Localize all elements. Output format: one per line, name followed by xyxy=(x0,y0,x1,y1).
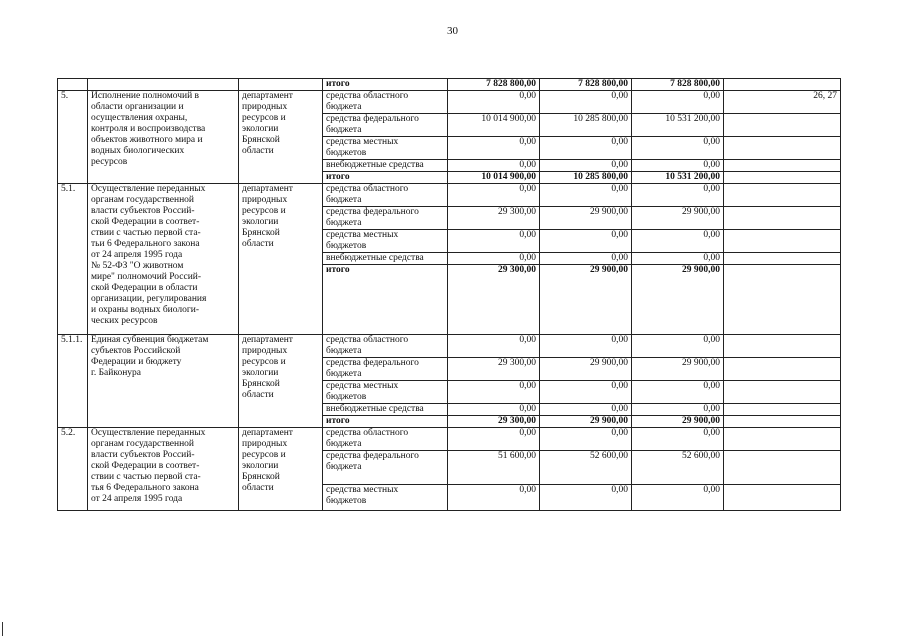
measure-name-cell xyxy=(88,79,239,91)
indicator-ref-cell xyxy=(724,184,841,207)
amount-year3-cell: 0,00 xyxy=(632,160,724,172)
funding-source-cell: средства местных бюджетов xyxy=(323,381,448,404)
indicator-ref-cell xyxy=(724,172,841,184)
indicator-ref-cell xyxy=(724,358,841,381)
department-cell: департамент природных ресурсов и экологии Брянской области xyxy=(239,184,323,335)
amount-year3-cell: 7 828 800,00 xyxy=(632,79,724,91)
department-cell: департамент природных ресурсов и экологии Брянской области xyxy=(239,335,323,428)
amount-year3-cell: 0,00 xyxy=(632,230,724,253)
amount-year1-cell: 0,00 xyxy=(448,253,540,265)
amount-year1-cell: 0,00 xyxy=(448,184,540,207)
amount-year3-cell: 0,00 xyxy=(632,404,724,416)
funding-source-cell: итого xyxy=(323,172,448,184)
funding-source-cell: средства областного бюджета xyxy=(323,335,448,358)
table-row xyxy=(58,79,841,91)
amount-year3-cell: 0,00 xyxy=(632,428,724,451)
amount-year1-cell: 0,00 xyxy=(448,404,540,416)
indicator-ref-cell: 26, 27 xyxy=(724,91,841,114)
amount-year1-cell: 29 300,00 xyxy=(448,207,540,230)
amount-year3-cell: 10 531 200,00 xyxy=(632,114,724,137)
funding-source-cell: итого xyxy=(323,79,448,91)
amount-year2-cell: 29 900,00 xyxy=(540,416,632,428)
indicator-ref-cell xyxy=(724,416,841,428)
amount-year3-cell: 0,00 xyxy=(632,91,724,114)
table-row xyxy=(58,184,841,207)
measure-name-cell: Исполнение полномочий в области организации и осуществления охраны, контроля и воспроизводства объектов животного мира и водных биологических ресурсов xyxy=(88,91,239,184)
page-number: 30 xyxy=(447,25,458,37)
amount-year2-cell: 0,00 xyxy=(540,335,632,358)
indicator-ref-cell xyxy=(724,160,841,172)
amount-year1-cell: 0,00 xyxy=(448,428,540,451)
amount-year3-cell: 0,00 xyxy=(632,253,724,265)
funding-source-cell: средства федерального бюджета xyxy=(323,207,448,230)
indicator-ref-cell xyxy=(724,114,841,137)
amount-year3-cell: 52 600,00 xyxy=(632,451,724,485)
amount-year2-cell: 29 900,00 xyxy=(540,358,632,381)
amount-year3-cell: 0,00 xyxy=(632,335,724,358)
indicator-ref-cell xyxy=(724,79,841,91)
indicator-ref-cell xyxy=(724,404,841,416)
funding-source-cell: итого xyxy=(323,265,448,335)
amount-year1-cell: 10 014 900,00 xyxy=(448,114,540,137)
amount-year3-cell: 0,00 xyxy=(632,381,724,404)
row-number-cell xyxy=(58,79,88,91)
row-number-cell: 5.2. xyxy=(58,428,88,511)
amount-year1-cell: 10 014 900,00 xyxy=(448,172,540,184)
amount-year1-cell: 0,00 xyxy=(448,137,540,160)
indicator-ref-cell xyxy=(724,230,841,253)
amount-year2-cell: 0,00 xyxy=(540,91,632,114)
amount-year2-cell: 52 600,00 xyxy=(540,451,632,485)
measure-name-cell: Осуществление переданных органам государственной власти субъектов Россий- ской Федерации в соответ- ствии с частью первой ста- тья 6 Федерального закона от 24 апреля 1995 года xyxy=(88,428,239,511)
amount-year1-cell: 0,00 xyxy=(448,381,540,404)
funding-source-cell: средства федерального бюджета xyxy=(323,358,448,381)
amount-year2-cell: 0,00 xyxy=(540,428,632,451)
indicator-ref-cell xyxy=(724,485,841,511)
funding-source-cell: внебюджетные средства xyxy=(323,404,448,416)
amount-year3-cell: 29 900,00 xyxy=(632,265,724,335)
table-row xyxy=(58,91,841,114)
amount-year1-cell: 7 828 800,00 xyxy=(448,79,540,91)
amount-year1-cell: 29 300,00 xyxy=(448,265,540,335)
funding-source-cell: средства федерального бюджета xyxy=(323,451,448,485)
funding-source-cell: итого xyxy=(323,416,448,428)
row-number-cell: 5. xyxy=(58,91,88,184)
amount-year2-cell: 0,00 xyxy=(540,485,632,511)
indicator-ref-cell xyxy=(724,428,841,451)
amount-year1-cell: 29 300,00 xyxy=(448,358,540,381)
amount-year1-cell: 0,00 xyxy=(448,160,540,172)
amount-year2-cell: 0,00 xyxy=(540,381,632,404)
measure-name-cell: Осуществление переданных органам государственной власти субъектов Россий- ской Федерации в соответ- ствии с частью первой ста- тьи 6 Федерального закона от 24 апреля 1995 года № 52-ФЗ "О животном мире" полномочий Россий- ской Федерации в области организации, регулирования и охраны водных биологи- ческих ресурсов xyxy=(88,184,239,335)
indicator-ref-cell xyxy=(724,253,841,265)
funding-source-cell: средства федерального бюджета xyxy=(323,114,448,137)
funding-source-cell: средства местных бюджетов xyxy=(323,485,448,511)
amount-year2-cell: 29 900,00 xyxy=(540,207,632,230)
funding-source-cell: средства областного бюджета xyxy=(323,184,448,207)
measure-name-cell: Единая субвенция бюджетам субъектов Российской Федерации и бюджету г. Байконура xyxy=(88,335,239,428)
indicator-ref-cell xyxy=(724,265,841,335)
amount-year3-cell: 29 900,00 xyxy=(632,207,724,230)
amount-year1-cell: 0,00 xyxy=(448,335,540,358)
amount-year2-cell: 0,00 xyxy=(540,137,632,160)
amount-year2-cell: 29 900,00 xyxy=(540,265,632,335)
amount-year1-cell: 0,00 xyxy=(448,485,540,511)
indicator-ref-cell xyxy=(724,335,841,358)
amount-year2-cell: 0,00 xyxy=(540,160,632,172)
amount-year2-cell: 10 285 800,00 xyxy=(540,172,632,184)
amount-year2-cell: 0,00 xyxy=(540,184,632,207)
amount-year2-cell: 0,00 xyxy=(540,404,632,416)
amount-year1-cell: 29 300,00 xyxy=(448,416,540,428)
indicator-ref-cell xyxy=(724,451,841,485)
amount-year3-cell: 0,00 xyxy=(632,184,724,207)
row-number-cell: 5.1. xyxy=(58,184,88,335)
amount-year3-cell: 0,00 xyxy=(632,485,724,511)
table-row xyxy=(58,428,841,451)
amount-year1-cell: 0,00 xyxy=(448,91,540,114)
table-row xyxy=(58,335,841,358)
department-cell: департамент природных ресурсов и экологии Брянской области xyxy=(239,91,323,184)
amount-year3-cell: 0,00 xyxy=(632,137,724,160)
amount-year2-cell: 7 828 800,00 xyxy=(540,79,632,91)
amount-year2-cell: 10 285 800,00 xyxy=(540,114,632,137)
funding-source-cell: средства местных бюджетов xyxy=(323,230,448,253)
indicator-ref-cell xyxy=(724,137,841,160)
department-cell: департамент природных ресурсов и экологии Брянской области xyxy=(239,428,323,511)
funding-source-cell: средства местных бюджетов xyxy=(323,137,448,160)
amount-year2-cell: 0,00 xyxy=(540,253,632,265)
amount-year1-cell: 0,00 xyxy=(448,230,540,253)
indicator-ref-cell xyxy=(724,207,841,230)
department-cell xyxy=(239,79,323,91)
indicator-ref-cell xyxy=(724,381,841,404)
budget-table xyxy=(57,78,841,511)
amount-year3-cell: 29 900,00 xyxy=(632,358,724,381)
funding-source-cell: средства областного бюджета xyxy=(323,428,448,451)
funding-source-cell: внебюджетные средства xyxy=(323,253,448,265)
row-number-cell: 5.1.1. xyxy=(58,335,88,428)
amount-year3-cell: 10 531 200,00 xyxy=(632,172,724,184)
scan-edge-mark xyxy=(2,622,3,636)
funding-source-cell: внебюджетные средства xyxy=(323,160,448,172)
amount-year1-cell: 51 600,00 xyxy=(448,451,540,485)
amount-year3-cell: 29 900,00 xyxy=(632,416,724,428)
funding-source-cell: средства областного бюджета xyxy=(323,91,448,114)
amount-year2-cell: 0,00 xyxy=(540,230,632,253)
